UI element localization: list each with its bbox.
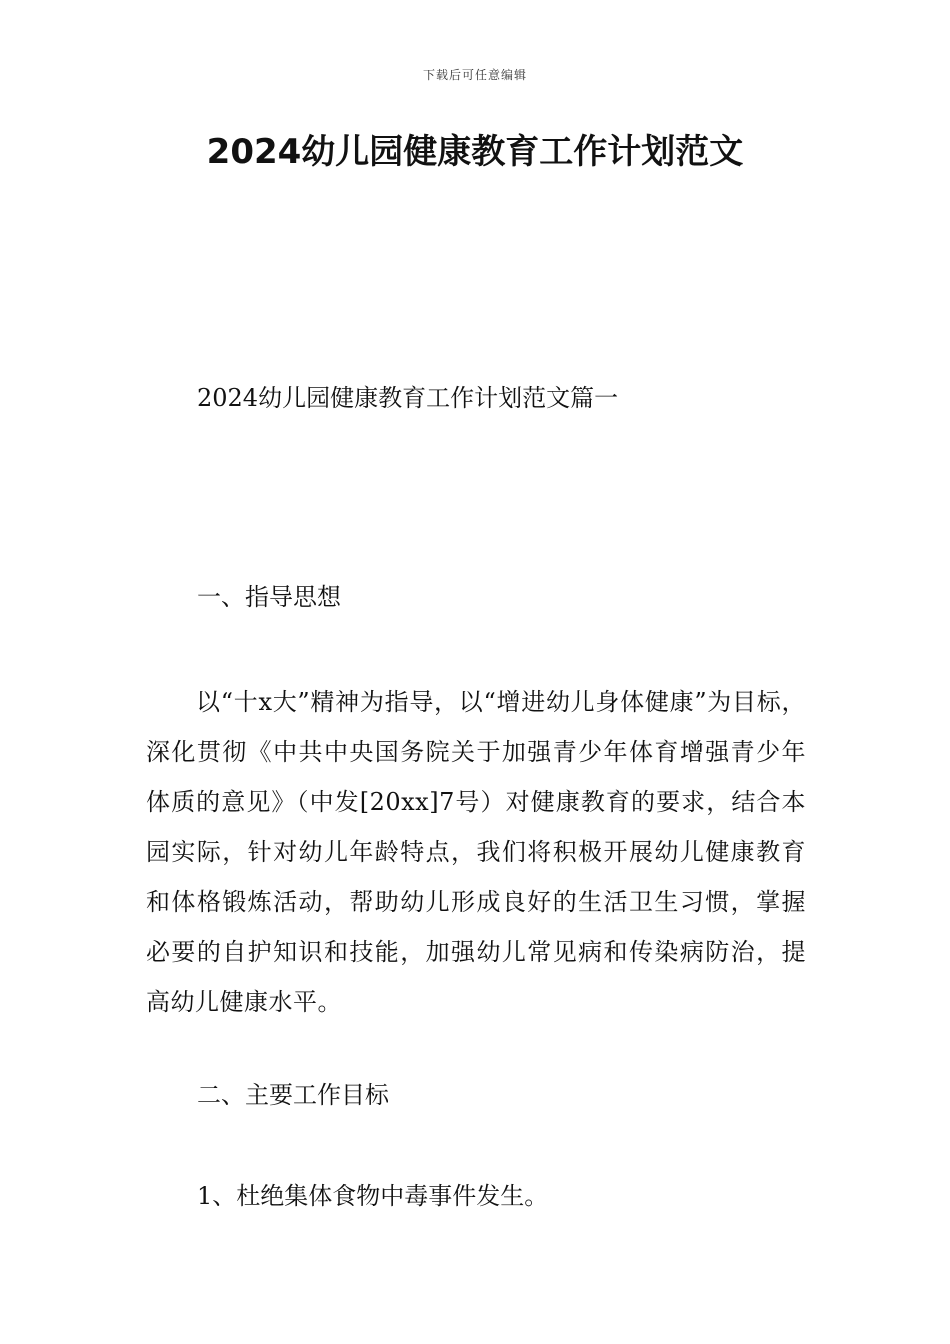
document-title: 2024幼儿园健康教育工作计划范文 <box>206 132 744 172</box>
document-subtitle: 2024幼儿园健康教育工作计划范文篇一 <box>197 384 619 412</box>
section-heading-main-goals: 二、主要工作目标 <box>197 1081 389 1109</box>
header-note: 下载后可任意编辑 <box>422 68 527 82</box>
section-paragraph-guiding-ideology: 以“十x大”精神为指导，以“增进幼儿身体健康”为目标，深化贯彻《中共中央国务院关于加强青少年体育增强青少年体质的意见》（中发[20xx]7号）对健康教育的要求，结合本园实际，针对幼儿年龄特点，我们将积极开展幼儿健康教育和体格锻炼活动，帮助幼儿形成良好的生活卫生习惯，掌握必要的自护知识和技能，加强幼儿常见病和传染病防治，提高幼儿健康水平。 <box>146 688 806 1016</box>
goal-item-1: 1、杜绝集体食物中毒事件发生。 <box>197 1182 549 1210</box>
section-heading-guiding-ideology: 一、指导思想 <box>197 583 341 611</box>
